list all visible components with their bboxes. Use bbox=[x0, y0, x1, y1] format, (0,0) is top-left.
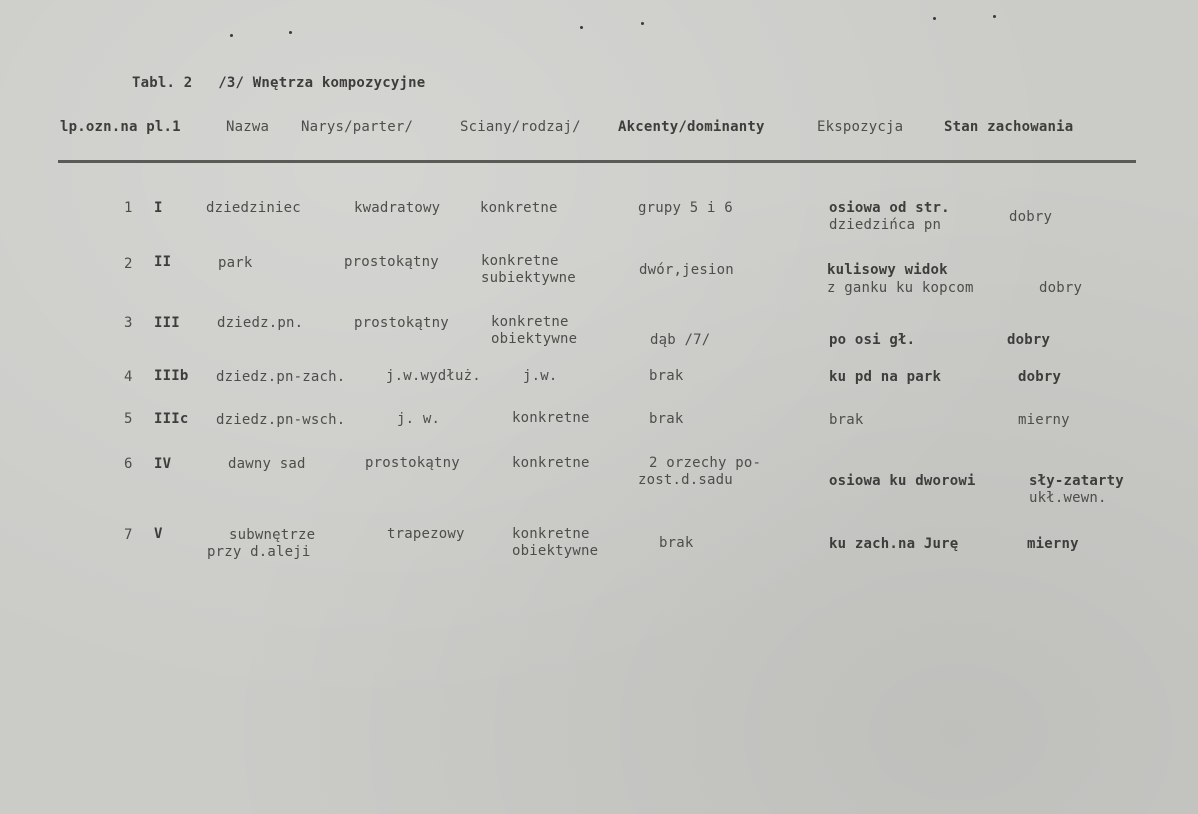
dust-speck bbox=[289, 31, 292, 34]
row-lp: 6 bbox=[124, 456, 133, 472]
row-ozn: IV bbox=[154, 456, 172, 472]
row-sciany-line2: subiektywne bbox=[481, 270, 576, 286]
dust-speck bbox=[933, 17, 936, 20]
row-narys: j.w.wydłuż. bbox=[386, 368, 481, 384]
row-akcenty: grupy 5 i 6 bbox=[638, 200, 733, 216]
row-ozn: IIIc bbox=[154, 411, 189, 427]
row-akcenty: brak bbox=[649, 368, 684, 384]
table-title: Tabl. 2 /3/ Wnętrza kompozycyjne bbox=[132, 75, 426, 91]
row-sciany: j.w. bbox=[523, 368, 558, 384]
row-akcenty: dwór,jesion bbox=[639, 262, 734, 278]
row-sciany-line2: obiektywne bbox=[491, 331, 578, 347]
row-lp: 7 bbox=[124, 527, 133, 543]
row-nazwa: dziedziniec bbox=[206, 200, 301, 216]
row-ozn: III bbox=[154, 315, 180, 331]
row-ekspozycja-line2: z ganku ku kopcom bbox=[827, 280, 974, 296]
row-ekspozycja: ku pd na park bbox=[829, 369, 942, 385]
row-nazwa: park bbox=[218, 255, 253, 271]
header-sciany: Sciany/rodzaj/ bbox=[460, 119, 581, 135]
row-nazwa: subwnętrze bbox=[229, 527, 316, 543]
dust-speck bbox=[993, 15, 996, 18]
row-akcenty-line2: zost.d.sadu bbox=[638, 472, 733, 488]
header-akcenty: Akcenty/dominanty bbox=[618, 119, 765, 135]
header-stan: Stan zachowania bbox=[944, 119, 1074, 135]
row-sciany: konkretne bbox=[512, 410, 590, 426]
row-sciany-line2: obiektywne bbox=[512, 543, 599, 559]
row-stan: dobry bbox=[1039, 280, 1083, 296]
row-ekspozycja: brak bbox=[829, 412, 864, 428]
header-narys: Narys/parter/ bbox=[301, 119, 414, 135]
row-ozn: IIIb bbox=[154, 368, 189, 384]
row-sciany: konkretne bbox=[480, 200, 558, 216]
row-akcenty: brak bbox=[659, 535, 694, 551]
row-stan: dobry bbox=[1018, 369, 1062, 385]
row-stan: mierny bbox=[1027, 536, 1079, 552]
row-nazwa: dawny sad bbox=[228, 456, 306, 472]
row-lp: 1 bbox=[124, 200, 133, 216]
row-akcenty: dąb /7/ bbox=[650, 332, 711, 348]
row-akcenty: brak bbox=[649, 411, 684, 427]
row-narys: prostokątny bbox=[354, 315, 449, 331]
row-ozn: I bbox=[154, 200, 163, 216]
header-rule bbox=[58, 160, 1136, 163]
row-stan: sły-zatarty bbox=[1029, 473, 1124, 489]
header-nazwa: Nazwa bbox=[226, 119, 270, 135]
row-stan: dobry bbox=[1009, 209, 1053, 225]
row-nazwa-line2: przy d.aleji bbox=[207, 544, 311, 560]
row-sciany: konkretne bbox=[481, 253, 559, 269]
row-stan: dobry bbox=[1007, 332, 1051, 348]
row-narys: prostokątny bbox=[365, 455, 460, 471]
row-nazwa: dziedz.pn-wsch. bbox=[216, 412, 346, 428]
row-ekspozycja: po osi gł. bbox=[829, 332, 916, 348]
dust-speck bbox=[580, 26, 583, 29]
row-ekspozycja: ku zach.na Jurę bbox=[829, 536, 959, 552]
row-nazwa: dziedz.pn-zach. bbox=[216, 369, 346, 385]
row-lp: 5 bbox=[124, 411, 133, 427]
row-narys: j. w. bbox=[397, 411, 441, 427]
row-sciany: konkretne bbox=[491, 314, 569, 330]
row-akcenty: 2 orzechy po- bbox=[649, 455, 762, 471]
row-ozn: V bbox=[154, 526, 163, 542]
row-ekspozycja: kulisowy widok bbox=[827, 262, 948, 278]
row-ekspozycja: osiowa ku dworowi bbox=[829, 473, 976, 489]
row-sciany: konkretne bbox=[512, 455, 590, 471]
row-ozn: II bbox=[154, 254, 172, 270]
row-sciany: konkretne bbox=[512, 526, 590, 542]
row-lp: 3 bbox=[124, 315, 133, 331]
row-narys: trapezowy bbox=[387, 526, 465, 542]
row-nazwa: dziedz.pn. bbox=[217, 315, 304, 331]
row-lp: 4 bbox=[124, 369, 133, 385]
row-stan-line2: ukł.wewn. bbox=[1029, 490, 1107, 506]
dust-speck bbox=[641, 22, 644, 25]
row-stan: mierny bbox=[1018, 412, 1070, 428]
row-lp: 2 bbox=[124, 256, 133, 272]
row-ekspozycja: osiowa od str. bbox=[829, 200, 950, 216]
row-narys: prostokątny bbox=[344, 254, 439, 270]
row-narys: kwadratowy bbox=[354, 200, 441, 216]
dust-speck bbox=[230, 34, 233, 37]
header-ekspozycja: Ekspozycja bbox=[817, 119, 904, 135]
header-lp: lp.ozn.na pl.1 bbox=[60, 119, 181, 135]
row-ekspozycja-line2: dziedzińca pn bbox=[829, 217, 942, 233]
